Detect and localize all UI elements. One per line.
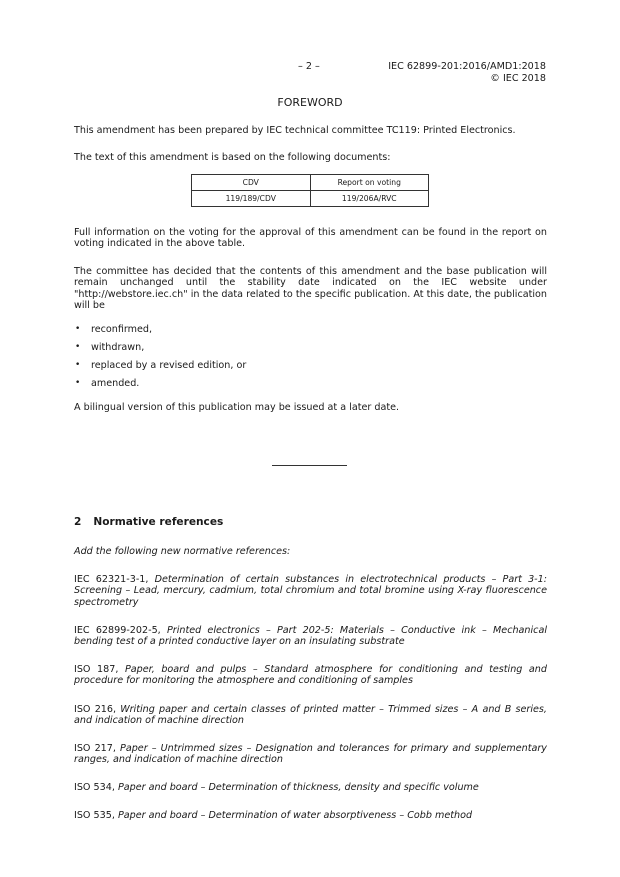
separator-rule — [272, 465, 347, 466]
page-number: – 2 – — [298, 61, 320, 72]
reference-title: Paper, board and pulps – Standard atmosphere for conditioning and testing and procedure for monitoring the atmosphere and conditioning of samples — [74, 664, 547, 687]
bullet-dot-icon: • — [75, 360, 81, 370]
list-item: withdrawn, — [91, 342, 145, 353]
reference-id: ISO 187, — [74, 664, 119, 675]
reference-title: Printed electronics – Part 202-5: Materials – Conductive ink – Mechanical bending test of a printed conductive layer on an insulating substrate — [74, 625, 547, 648]
reference-id: IEC 62899-202-5, — [74, 625, 161, 636]
reference-title: Paper and board – Determination of thickness, density and specific volume — [117, 782, 479, 793]
normative-reference — [74, 782, 547, 793]
foreword-title: FOREWORD — [277, 96, 343, 109]
section-heading — [74, 516, 223, 528]
normative-reference — [74, 810, 547, 821]
bullet-dot-icon: • — [75, 342, 81, 352]
foreword-paragraph-3: Full information on the voting for the approval of this amendment can be found in the report on voting indicated in the above table. — [74, 227, 547, 250]
reference-id: ISO 216, — [74, 704, 117, 715]
section-intro: Add the following new normative references: — [74, 546, 291, 557]
foreword-paragraph-5: A bilingual version of this publication may be issued at a later date. — [74, 402, 400, 413]
reference-id: ISO 217, — [74, 743, 116, 754]
reference-title: Paper – Untrimmed sizes – Designation and tolerances for primary and supplementary ranges, and indication of machine direction — [74, 743, 547, 766]
reference-title: Determination of certain substances in electrotechnical products – Part 3-1: Screening – Lead, mercury, cadmium, total chromium and total bromine using X-ray fluorescence spectrometry — [74, 574, 547, 608]
bullet-dot-icon: • — [75, 324, 81, 334]
foreword-paragraph-4: The committee has decided that the contents of this amendment and the base publication will remain unchanged until the stability date indicated on the IEC website under "http://webstore.iec.ch" in the data related to the specific publication. At this date, the publication will be — [74, 266, 547, 312]
reference-id: ISO 534, — [74, 782, 115, 793]
table-row — [192, 191, 429, 207]
table-cell: 119/189/CDV — [192, 191, 311, 207]
foreword-paragraph-2: The text of this amendment is based on the following documents: — [74, 152, 391, 163]
list-item: amended. — [91, 378, 140, 389]
table-header-cell: Report on voting — [310, 175, 429, 191]
foreword-paragraph-1: This amendment has been prepared by IEC technical committee TC119: Printed Electronics. — [74, 125, 516, 136]
reference-title: Paper and board – Determination of water absorptiveness – Cobb method — [117, 810, 473, 821]
reference-id: IEC 62321-3-1, — [74, 574, 149, 585]
section-number: 2 — [74, 516, 82, 528]
list-item: replaced by a revised edition, or — [91, 360, 247, 371]
bullet-dot-icon: • — [75, 378, 81, 388]
voting-documents-table — [191, 174, 429, 207]
table-header-row — [192, 175, 429, 191]
normative-reference — [74, 625, 547, 648]
normative-reference — [74, 574, 547, 608]
document-id: IEC 62899-201:2016/AMD1:2018 — [388, 61, 546, 72]
table-header-cell: CDV — [192, 175, 311, 191]
reference-id: ISO 535, — [74, 810, 115, 821]
normative-reference — [74, 743, 547, 766]
section-title: Normative references — [93, 516, 224, 528]
normative-reference — [74, 704, 547, 727]
list-item: reconfirmed, — [91, 324, 153, 335]
copyright-notice: © IEC 2018 — [490, 73, 546, 84]
table-cell: 119/206A/RVC — [310, 191, 429, 207]
normative-reference — [74, 664, 547, 687]
reference-title: Writing paper and certain classes of printed matter – Trimmed sizes – A and B series, and indication of machine direction — [74, 704, 547, 727]
